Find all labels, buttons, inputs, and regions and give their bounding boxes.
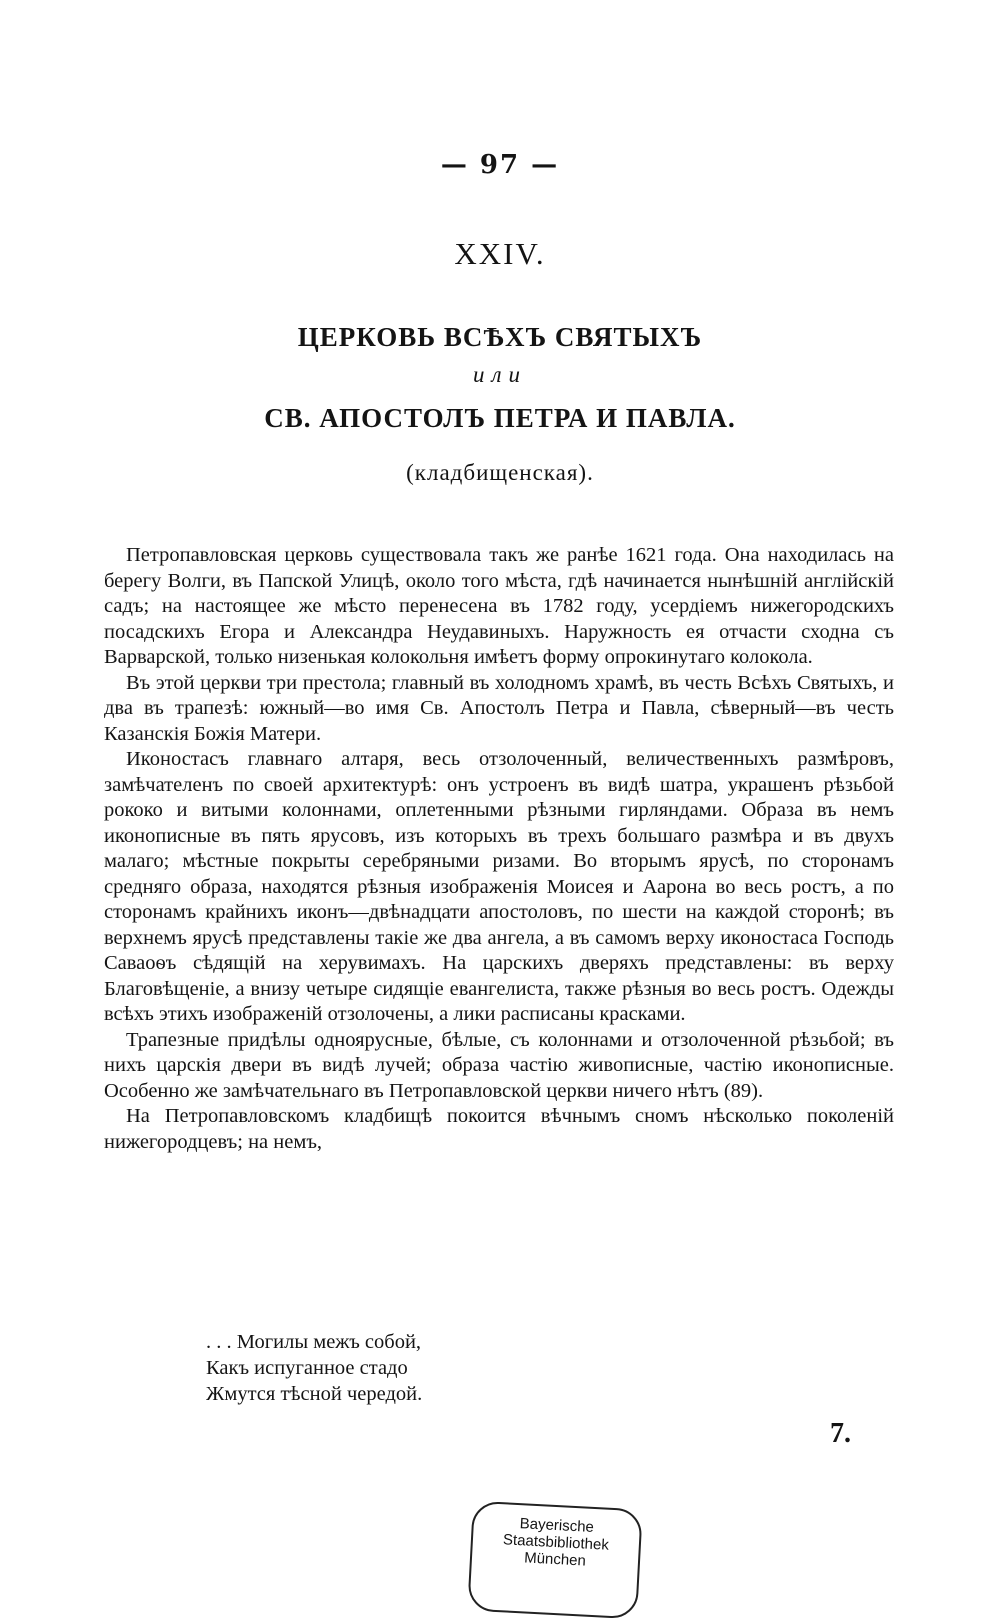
signature-mark: 7.	[830, 1418, 851, 1449]
stamp-line-2: Staatsbibliothek	[502, 1531, 610, 1554]
title-conjunction: или	[472, 362, 528, 387]
library-stamp	[467, 1501, 643, 1619]
paragraph-4: Трапезные придѣлы одноярусные, бѣлые, съ колоннами и отзолоченной рѣзьбой; въ нихъ царскія двери въ видѣ лучей; образа частію живописные, частію иконописные. Особенно же замѣчательнаго въ Петропавловской церкви ничего нѣтъ (89).	[104, 1028, 894, 1102]
paragraph-1: Петропавловская церковь существовала такъ же ранѣе 1621 года. Она находилась на берегу Волги, въ Папской Улицѣ, около того мѣста, гдѣ начинается нынѣшній англійскій садъ; на настоящее же мѣсто перенесена въ 1782 году, усердіемъ нижегородскихъ посадскихъ Егора и Александра Неудавиныхъ. Наружность ея отчасти сходна съ Варварской, только низенькая колокольня имѣетъ форму опрокинутаго колокола.	[104, 544, 894, 668]
paragraph-5: На Петропавловскомъ кладбищѣ покоится вѣчнымъ сномъ нѣсколько поколеній нижегородцевъ; на немъ,	[104, 1105, 894, 1153]
verse-quote	[206, 1329, 422, 1407]
verse-line-3: Жмутся тѣсной чередой.	[206, 1383, 423, 1405]
stamp-line-3: München	[523, 1549, 587, 1570]
stamp-line-1: Bayerische	[519, 1515, 595, 1536]
verse-line-1: . . . Могилы межъ собой,	[206, 1331, 422, 1353]
body-text	[104, 543, 894, 1155]
paragraph-3: Иконостасъ главнаго алтаря, весь отзолоченный, величественныхъ размѣровъ, замѣчателенъ по своей архитектурѣ: онъ устроенъ въ видѣ шатра, украшенъ рѣзьбой рококо и витыми колоннами, оплетенными рѣзными гирляндами. Образа въ немъ иконописные въ пять ярусовъ, изъ которыхъ въ трехъ большаго размѣра и въ двухъ малаго; мѣстные покрыты серебряными ризами. Во вторымъ ярусѣ, по сторонамъ средняго образа, находятся рѣзныя изображенія Моисея и Аарона во весь ростъ, а по сторонамъ крайнихъ иконъ—двѣнадцати апостоловъ, по шести на каждой сторонѣ; въ верхнемъ ярусѣ представлены такіе же два ангела, а въ самомъ верху иконостаса Господь Саваоѳъ сѣдящій на херувимахъ. На царскихъ дверяхъ представлены: въ верху Благовѣщеніе, а внизу четыре сидящіе евангелиста, также рѣзныя во весь ростъ. Одежды всѣхъ этихъ изображеній отзолочены, а лики расписаны красками.	[104, 748, 894, 1025]
title-line-1: ЦЕРКОВЬ ВСѢХЪ СВЯТЫХЪ	[297, 322, 703, 352]
subtitle: (кладбищенская).	[406, 460, 594, 485]
page-number: — 97 —	[440, 150, 560, 180]
title-line-2: СВ. АПОСТОЛЪ ПЕТРА И ПАВЛА.	[264, 403, 736, 433]
paragraph-2: Въ этой церкви три престола; главный въ холодномъ храмѣ, въ честь Всѣхъ Святыхъ, и два въ трапезѣ: южный—во имя Св. Апостолъ Петра и Павла, сѣверный—въ честь Казанскія Божія Матери.	[104, 671, 894, 745]
verse-line-2: Какъ испуганное стадо	[206, 1357, 408, 1379]
chapter-number: XXIV.	[454, 236, 546, 271]
